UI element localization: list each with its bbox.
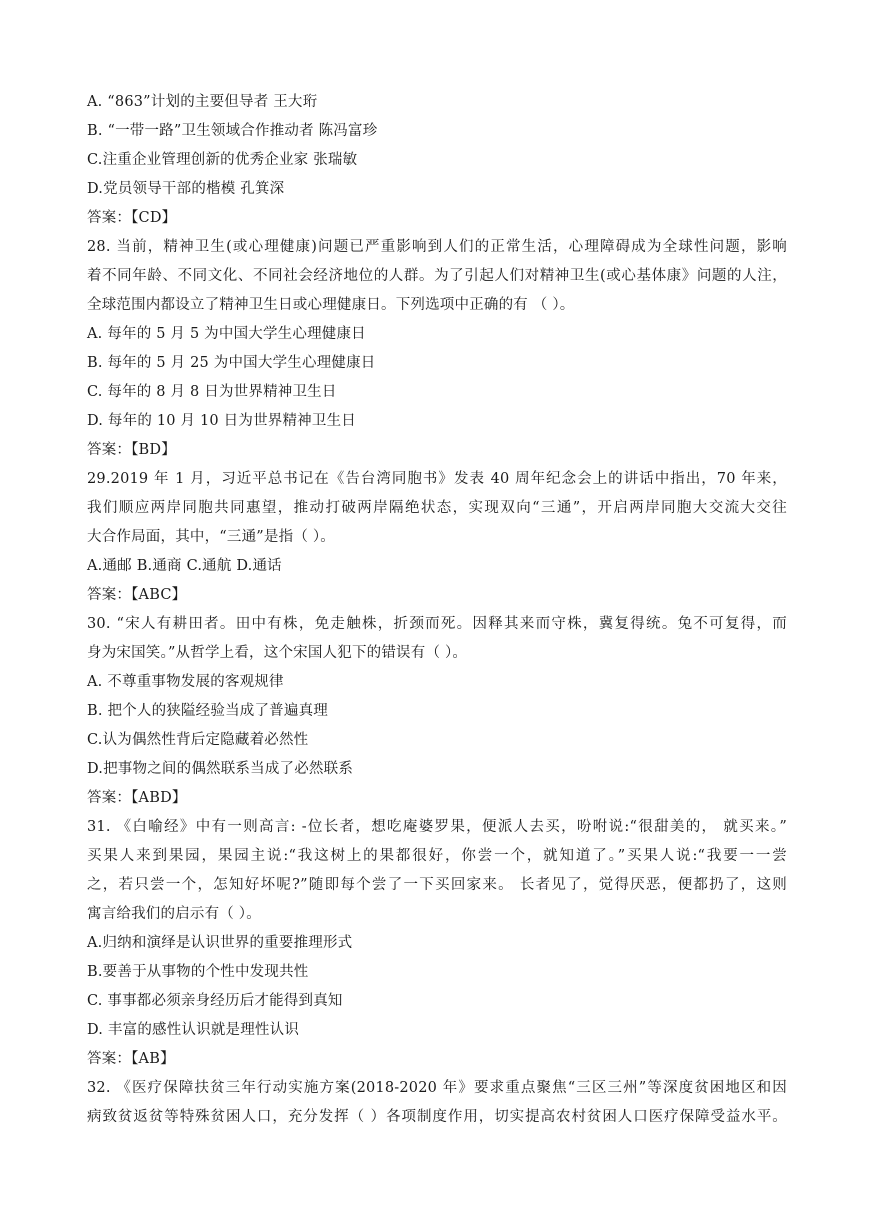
- answer: 答案：【ABC】: [87, 587, 187, 603]
- question-stem-line: 寓言给我们的启示有（ ）。: [87, 906, 261, 922]
- option-b: B. 每年的 5 月 25 为中国大学生心理健康日: [87, 355, 376, 371]
- question-30: [87, 610, 787, 813]
- question-stem-line: 31. 《白喻经》中有一则高言: -位长者，想吃庵婆罗果，便派人去买，吩咐说:“很甜美的， 就买来。”: [87, 819, 787, 835]
- question-stem-line: 32. 《医疗保障扶贫三年行动实施方案(2018-2020 年》要求重点聚焦“三区三州”等深度贫困地区和因: [87, 1080, 787, 1096]
- option-a: A. 每年的 5 月 5 为中国大学生心理健康日: [87, 326, 366, 342]
- option-a: A.归纳和演绎是认识世界的重要推理形式: [87, 935, 353, 951]
- option-a: A. “863”计划的主要但导者 王大珩: [87, 94, 318, 110]
- answer: 答案：【ABD】: [87, 790, 187, 806]
- option-b: B.要善于从事物的个性中发现共性: [87, 964, 309, 980]
- question-stem-line: 身为宋国笑。”从哲学上看，这个宋国人犯下的错误有（ ）。: [87, 645, 468, 661]
- question-stem-line: 之，若只尝一个，怎知好坏呢?”随即每个尝了一下买回家来。 长者见了，觉得厌恶，便都扔了，这则: [87, 877, 787, 893]
- option-b: B. 把个人的狭隘经验当成了普遍真理: [87, 703, 328, 719]
- option-d: D.党员领导干部的楷模 孔箕深: [87, 181, 285, 197]
- option-b: B. “一带一路”卫生领域合作推动者 陈冯富珍: [87, 123, 378, 139]
- question-stem-line: 28. 当前，精神卫生(或心理健康)问题已严重影响到人们的正常生活，心理障碍成为全球性问题，影响: [87, 239, 787, 255]
- question-29: [87, 465, 787, 610]
- option-c: C.注重企业管理创新的优秀企业家 张瑞敏: [87, 152, 358, 168]
- question-stem-line: 全球范围内都设立了精神卫生日或心理健康日。下列选项中正确的有 （ ）。: [87, 297, 575, 313]
- option-c: C.认为偶然性背后定隐藏着必然性: [87, 732, 309, 748]
- option-d: D. 每年的 10 月 10 日为世界精神卫生日: [87, 413, 356, 429]
- question-stem-line: 我们顺应两岸同胞共同惠望，推动打破两岸隔绝状态，实现双向“三通”，开启两岸同胞大交流大交往: [87, 500, 787, 516]
- option-d: D. 丰富的感性认识就是理性认识: [87, 1022, 300, 1038]
- option-c: C. 每年的 8 月 8 日为世界精神卫生日: [87, 384, 337, 400]
- question-32: [87, 1074, 787, 1132]
- question-stem-line: 29.2019 年 1 月，习近平总书记在《告台湾同胞书》发表 40 周年纪念会上的讲话中指出，70 年来，: [87, 471, 787, 487]
- answer: 答案：【AB】: [87, 1051, 175, 1067]
- option-d: D.把事物之间的偶然联系当成了必然联系: [87, 761, 354, 777]
- option-c: C. 事事都必须亲身经历后才能得到真知: [87, 993, 343, 1009]
- answer: 答案：【CD】: [87, 210, 177, 226]
- option-a: A. 不尊重事物发展的客观规律: [87, 674, 284, 690]
- document-page: [87, 88, 787, 1132]
- options-line: A.通邮 B.通商 C.通航 D.通话: [87, 558, 282, 574]
- question-stem-line: 着不同年龄、不同文化、不同社会经济地位的人群。为了引起人们对精神卫生(或心基体康》问题的人注，: [87, 268, 787, 284]
- question-27: [87, 88, 787, 233]
- question-31: [87, 813, 787, 1074]
- question-stem-line: 买果人来到果园，果园主说:“我这树上的果都很好，你尝一个，就知道了。”买果人说:“我要一一尝: [87, 848, 787, 864]
- question-stem-line: 病致贫返贫等特殊贫困人口，充分发挥（ ）各项制度作用，切实提高农村贫困人口医疗保障受益水平。: [87, 1109, 787, 1125]
- question-stem-line: 30. “宋人有耕田者。田中有株，免走触株，折颈而死。因释其来而守株，冀复得统。兔不可复得，而: [87, 616, 787, 632]
- question-28: [87, 233, 787, 465]
- answer: 答案：【BD】: [87, 442, 176, 458]
- question-stem-line: 大合作局面，其中，“三通”是指（ ）。: [87, 529, 335, 545]
